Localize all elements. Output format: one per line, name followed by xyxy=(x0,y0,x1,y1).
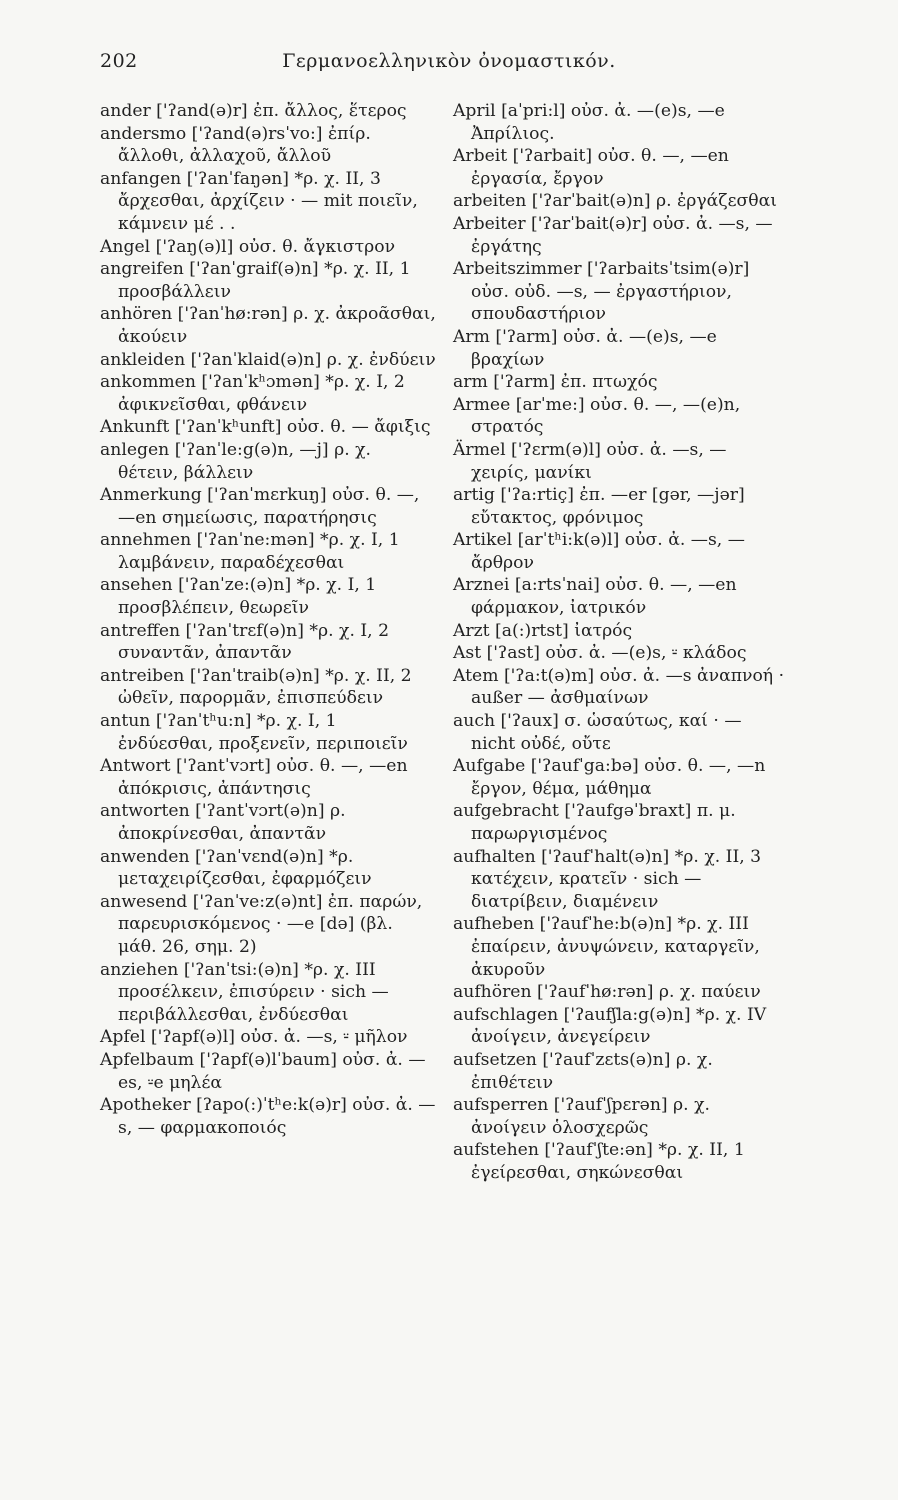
dictionary-entry: arm ['ʔarm] ἐπ. πτωχός xyxy=(453,372,658,393)
dictionary-entry: anziehen ['ʔanˈtsi:(ə)n] *ρ. χ. III προσέλκειν, ἐπισύρειν · sich — περιβάλλεσθαι, ἐνδύεσθαι xyxy=(100,959,389,1025)
dictionary-entry: Ast ['ʔast] οὐσ. ἀ. —(e)s, ⸚ κλάδος xyxy=(453,643,747,664)
dictionary-entry: Antwort ['ʔantˈvɔrt] οὐσ. θ. —, —en ἀπόκρισις, ἀπάντησις xyxy=(100,756,408,799)
right-column xyxy=(453,100,789,1185)
dictionary-entry: Armee [arˈme:] οὐσ. θ. —, —(e)n, στρατός xyxy=(453,394,741,438)
dictionary-entry: antun ['ʔanˈtʰu:n] *ρ. χ. I, 1 ἐνδύεσθαι, προξενεῖν, περιποιεῖν xyxy=(100,711,408,754)
dictionary-entry: Anmerkung ['ʔanˈmɛrkuŋ] οὐσ. θ. —, —en σημείωσις, παρατήρησις xyxy=(100,485,420,528)
dictionary-entry: antreiben ['ʔanˈtraib(ə)n] *ρ. χ. II, 2 ὠθεῖν, παρορμᾶν, ἐπισπεύδειν xyxy=(100,665,412,709)
dictionary-entry: anfangen ['ʔanˈfaŋən] *ρ. χ. II, 3 ἄρχεσθαι, ἀρχίζειν · — mit ποιεῖν, κάμνειν μέ . . xyxy=(100,168,418,234)
dictionary-entry: ansehen ['ʔanˈze:(ə)n] *ρ. χ. I, 1 προσβλέπειν, θεωρεῖν xyxy=(100,575,377,619)
page-number: 202 xyxy=(100,50,138,72)
dictionary-entry: Arbeitszimmer ['ʔarbaitsˈtsim(ə)r] οὐσ. οὐδ. —s, — ἐργαστήριον, σπουδαστήριον xyxy=(453,259,750,325)
dictionary-entry: aufhören ['ʔaufˈhø:rən] ρ. χ. παύειν xyxy=(453,982,761,1003)
dictionary-entry: aufsperren ['ʔaufˈʃpɛrən] ρ. χ. ἀνοίγειν ὁλοσχερῶς xyxy=(453,1095,710,1138)
page-header xyxy=(100,44,798,84)
dictionary-entry: ankommen ['ʔanˈkʰɔmən] *ρ. χ. I, 2 ἀφικνεῖσθαι, φθάνειν xyxy=(100,372,405,415)
dictionary-entry: angreifen ['ʔanˈgraif(ə)n] *ρ. χ. II, 1 προσβάλλειν xyxy=(100,259,411,302)
left-column xyxy=(100,100,436,1139)
dictionary-entry: Apfelbaum ['ʔapf(ə)lˈbaum] οὐσ. ἀ. —es, ⸚e μηλέα xyxy=(100,1049,426,1093)
dictionary-entry: Arznei [a:rtsˈnai] οὐσ. θ. —, —en φάρμακον, ἰατρικόν xyxy=(453,575,737,619)
dictionary-entry: Arbeit ['ʔarbait] οὐσ. θ. —, —en ἐργασία, ἔργον xyxy=(453,146,729,189)
dictionary-entry: Aufgabe ['ʔaufˈga:bə] οὐσ. θ. —, —n ἔργον, θέμα, μάθημα xyxy=(453,756,766,799)
dictionary-entry: annehmen ['ʔanˈne:mən] *ρ. χ. I, 1 λαμβάνειν, παραδέχεσθαι xyxy=(100,530,400,573)
dictionary-entry: andersmo ['ʔand(ə)rsˈvo:] ἐπίρ. ἄλλοθι, ἀλλαχοῦ, ἄλλοῦ xyxy=(100,123,371,167)
dictionary-entry: anhören ['ʔanˈhø:rən] ρ. χ. ἀκροᾶσθαι, ἀκούειν xyxy=(100,304,436,347)
dictionary-entry: arbeiten ['ʔarˈbait(ə)n] ρ. ἐργάζεσθαι xyxy=(453,191,777,212)
dictionary-entry: aufstehen ['ʔaufˈʃte:ən] *ρ. χ. II, 1 ἐγείρεσθαι, σηκώνεσθαι xyxy=(453,1140,745,1183)
dictionary-entry: antworten ['ʔantˈvɔrt(ə)n] ρ. ἀποκρίνεσθαι, ἀπαντᾶν xyxy=(100,801,346,844)
dictionary-entry: Arzt [a(:)rtst] ἰατρός xyxy=(453,620,633,641)
dictionary-entry: ander ['ʔand(ə)r] ἐπ. ἄλλος, ἕτερος xyxy=(100,101,407,121)
dictionary-entry: Apotheker [ʔapo(:)ˈtʰe:k(ə)r] οὐσ. ἀ. —s, — φαρμακοποιός xyxy=(100,1095,436,1138)
dictionary-entry: aufheben ['ʔaufˈhe:b(ə)n] *ρ. χ. III ἐπαίρειν, ἀνυψώνειν, καταργεῖν, ἀκυροῦν xyxy=(453,914,760,980)
dictionary-entry: Ärmel ['ʔɛrm(ə)l] οὐσ. ἀ. —s, — χειρίς, μανίκι xyxy=(453,439,727,483)
dictionary-entry: aufsetzen ['ʔaufˈzɛts(ə)n] ρ. χ. ἐπιθέτειν xyxy=(453,1049,713,1093)
dictionary-entry: antreffen ['ʔanˈtrɛf(ə)n] *ρ. χ. I, 2 συναντᾶν, ἀπαντᾶν xyxy=(100,620,390,664)
dictionary-entry: artig ['ʔa:rtiç] ἐπ. —er [gər, —jər] εὔτακτος, φρόνιμος xyxy=(453,485,745,528)
running-title: Γερμανοελληνικὸν ὀνομαστικόν. xyxy=(282,50,616,72)
dictionary-entry: Artikel [arˈtʰi:k(ə)l] οὐσ. ἀ. —s, — ἄρθρον xyxy=(453,530,745,573)
dictionary-entry: auch ['ʔaux] σ. ὡσαύτως, καί · — nicht οὐδέ, οὔτε xyxy=(453,711,742,754)
dictionary-entry: aufgebracht ['ʔaufgəˈbraxt] π. μ. παρωργισμένος xyxy=(453,801,736,844)
dictionary-entry: Arm ['ʔarm] οὐσ. ἀ. —(e)s, —e βραχίων xyxy=(453,326,717,370)
dictionary-entry: Angel ['ʔaŋ(ə)l] οὐσ. θ. ἄγκιστρον xyxy=(100,236,396,257)
dictionary-entry: Arbeiter ['ʔarˈbait(ə)r] οὐσ. ἀ. —s, — ἐργάτης xyxy=(453,213,773,257)
dictionary-entry: ankleiden ['ʔanˈklaid(ə)n] ρ. χ. ἐνδύειν xyxy=(100,349,436,370)
dictionary-entry: April [aˈpri:l] οὐσ. ἀ. —(e)s, —e Ἀπρίλιος. xyxy=(453,101,725,144)
dictionary-entry: aufhalten ['ʔaufˈhalt(ə)n] *ρ. χ. II, 3 κατέχειν, κρατεῖν · sich — διατρίβειν, διαμένειν xyxy=(453,846,762,912)
dictionary-entry: anwesend ['ʔanˈve:z(ə)nt] ἐπ. παρών, παρευρισκόμενος · —e [də] (βλ. μάθ. 26, σημ. 2) xyxy=(100,891,423,957)
dictionary-entry: aufschlagen ['ʔaufʃla:g(ə)n] *ρ. χ. IV ἀνοίγειν, ἀνεγείρειν xyxy=(453,1004,767,1048)
dictionary-entry: Atem ['ʔa:t(ə)m] οὐσ. ἀ. —s ἀναπνοή · außer — ἀσθμαίνων xyxy=(453,665,785,709)
dictionary-entry: Apfel ['ʔapf(ə)l] οὐσ. ἀ. —s, ⸚ μῆλον xyxy=(100,1027,408,1048)
dictionary-entry: anlegen ['ʔanˈle:g(ə)n, —j] ρ. χ. θέτειν, βάλλειν xyxy=(100,439,372,483)
dictionary-entry: anwenden ['ʔanˈvɛnd(ə)n] *ρ. μεταχειρίζεσθαι, ἐφαρμόζειν xyxy=(100,846,372,890)
dictionary-entry: Ankunft ['ʔanˈkʰunft] οὐσ. θ. — ἄφιξις xyxy=(100,417,431,438)
